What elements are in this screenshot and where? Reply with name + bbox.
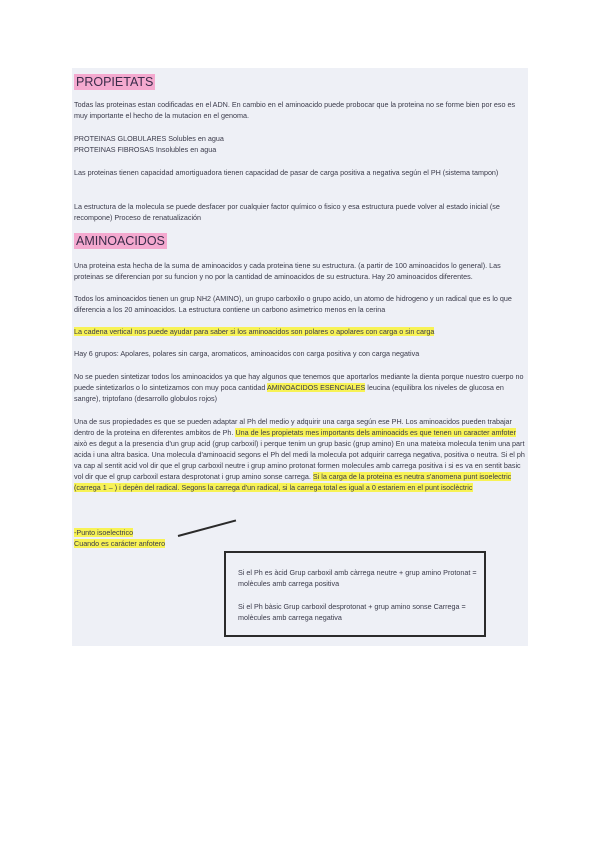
paragraph-proteina-suma: Una proteina esta hecha de la suma de aminoacidos y cada proteina tiene su estructura. (a partir de 100 aminoacidos lo general). Las proteinas se diferencian por su funcion y no por la cantidad de aminoacidos de su estructura. Hay 20 aminoacidos diferentes. [74,261,501,281]
highlight-anfotero: Cuando es carácter anfotero [74,539,166,548]
callout-box [224,551,486,637]
heading-aminoacidos: AMINOACIDOS [76,234,165,248]
box-line-acid: Si el Ph es àcid Grup carboxil amb càrrega neutre + grup amino Protonat = molècules amb carrega positiva [238,568,477,588]
paragraph-esenciales [74,371,526,404]
paragraph-grupos: Hay 6 grupos: Apolares, polares sin carga, aromaticos, aminoacidos con carga positiva y con carga negativa [74,349,420,358]
paragraph-adn: Todas las proteinas estan codificadas en el ADN. En cambio en el aminoacido puede probocar que la proteina no se forme bien por eso es muy importante el hecho de la mutacion en el genoma. [74,100,516,120]
paragraph-amortiguadora: Las proteinas tienen capacidad amortiguadora tienen capacidad de pasar de carga positiva a negativa según el PH (sistema tampon) [74,168,499,177]
paragraph-amfoter [74,416,526,493]
line-caracter-anfotero [74,538,165,549]
line-globulares: PROTEINAS GLOBULARES Solubles en agua [74,134,224,143]
paragraph-renaturalizacion: La estructura de la molecula se puede desfacer por cualquier factor químico o fisico y esa estructura puede volver al estado inicial (se recompone) Proceso de renatualización [74,202,500,222]
line-punto-isoelectrico [74,527,133,538]
highlight-punto: -Punto isoelectrico [74,528,134,537]
highlight-esenciales: AMINOACIDOS ESENCIALES [266,383,366,392]
box-line-basic: Si el Ph bàsic Grup carboxil desprotonat + grup amino sonse Carrega = molècules amb carrega negativa [238,602,466,622]
line-fibrosas: PROTEINAS FIBROSAS Insolubles en agua [74,145,217,154]
highlight-cadena: La cadena vertical nos puede ayudar para saber si los aminoacidos son polares o apolares con carga o sin carga [74,327,435,336]
heading-propietats: PROPIETATS [76,75,154,89]
highlight-isoelectric: Si la carga de la proteina es neutra s'anomena punt isoelectric (carrega 1 – ) i depèn del radical. Segons la carrega d'un radical, si la carrega total es igual a 0 estariem en el punt isoclèctric [74,472,512,492]
text-amfoter-mid: això es degut a la presencia d'un grup acid (grup carboxil) i perque tenim un grup basic (grup amino) En una mateixa molecula tenim una part acida i una altra basica. Una molecula d'aminoacid segons el Ph del medi la molecula pot adquirir carrega negativa, positiva o neutra. Si el ph va cap al sentit acid vol dir que el grup carboxil neutre i grup amino protonat formen molecules amb carrega positiva i si es va en sentit basic vol dir que el grup carboxil estara desprotonat i grup amino sonse carrega. [74,439,525,481]
text-esenciales-start: No se pueden sintetizar todos los aminoacidos ya que hay algunos que tenemos que aportarlos mediante la dienta porque nuestro cuerpo no puede sintetizarlos o lo sintetizamos con muy poca cantidad [74,372,524,392]
text-amfoter-start: Una de sus propiedades es que se pueden adaptar al Ph del medio y adquirir una carga según ese PH. Los aminoacidos pueden trabajar dentro de la proteina en diferentes ambitos de Ph. [74,417,512,437]
highlight-amfoter: Una de les propietats mes importants dels aminoacids es que tenen un caracter amfoter [235,428,516,437]
text-esenciales-end: leucina (equilibra los niveles de glucosa en sangre), triptofano (desarrollo globulos rojos) [74,383,504,403]
paragraph-grup-nh2: Todos los aminoacidos tienen un grup NH2 (AMINO), un grupo carboxilo o grupo acido, un atomo de hidrogeno y un radical que es lo que diferencia a los 20 aminoacidos. La estructura contiene un carbono asimetrico menos en la cerina [74,294,512,314]
paragraph-cadena-vertical [74,326,526,337]
